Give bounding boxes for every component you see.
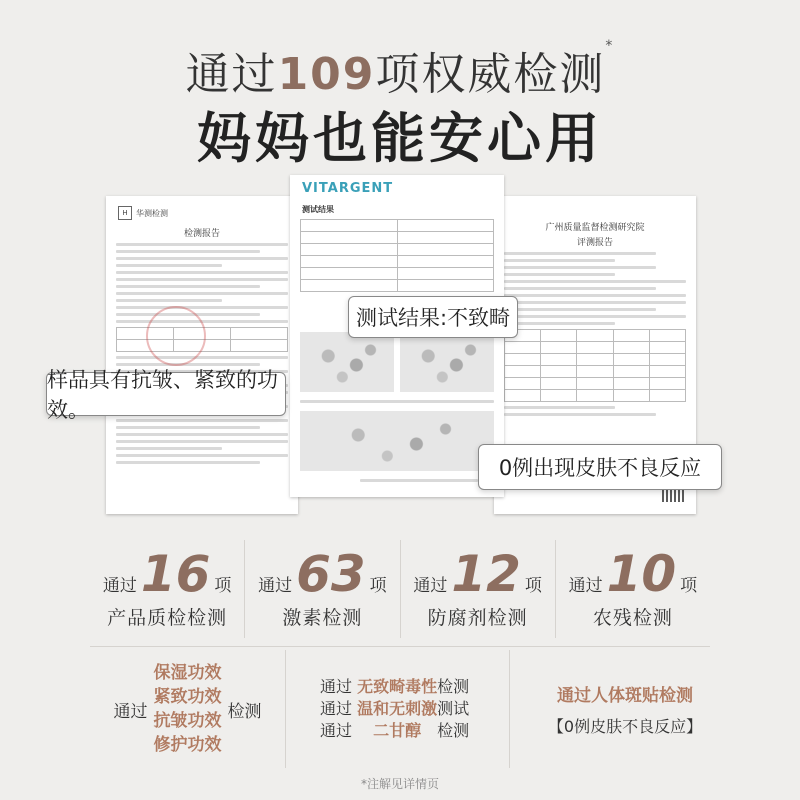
report-right-title: 评测报告 [576, 238, 613, 248]
stat-prefix: 通过 [102, 575, 137, 596]
stat-prefix: 通过 [258, 575, 293, 596]
stat-pesticide [556, 540, 710, 638]
embryo-photo [300, 332, 394, 392]
report-left-brand [118, 206, 298, 220]
callout-zero-adverse: 0例出现皮肤不良反应 [478, 444, 722, 490]
report-center-table [300, 219, 494, 292]
stat-hormone [245, 540, 400, 638]
embryo-photo [300, 411, 494, 471]
embryo-photos [300, 411, 494, 471]
stat-number: 16 [140, 544, 211, 603]
footnote: *注解见详情页 [360, 777, 439, 791]
safety-highlight: 无致畸毒性 [357, 677, 438, 696]
stat-desc: 激素检测 [282, 606, 363, 629]
safety-row [320, 676, 469, 698]
efficacy-prefix: 通过 [113, 701, 148, 722]
headline-footnote-mark: * [605, 38, 615, 54]
embryo-photos [300, 332, 494, 392]
efficacy-suffix: 检测 [227, 701, 262, 722]
seal-stamp-icon [146, 306, 206, 366]
stat-number: 12 [451, 544, 521, 603]
efficacy-item: 保湿功效 [153, 663, 222, 683]
callout-anti-wrinkle: 样品具有抗皱、紧致的功效。 [46, 372, 286, 416]
safety-prefix: 通过 [320, 721, 353, 740]
report-center-section: 测试结果 [302, 205, 334, 214]
report-center-brand [302, 181, 504, 196]
headline-number: 109 [277, 49, 376, 100]
stat-preservative [401, 540, 556, 638]
callout-no-teratogenicity: 测试结果:不致畸 [348, 296, 518, 338]
safety-highlight: 二甘醇 [373, 721, 422, 740]
efficacy-list [154, 661, 222, 757]
report-left-title: 检测报告 [183, 229, 220, 239]
patch-test-result: 【0例皮肤不良反应】 [547, 717, 703, 736]
efficacy-item: 抗皱功效 [153, 711, 222, 731]
panel-efficacy [90, 650, 286, 768]
stat-desc: 防腐剂检测 [427, 606, 528, 629]
safety-row [320, 698, 469, 720]
safety-prefix: 通过 [320, 699, 353, 718]
safety-row [320, 720, 469, 742]
panel-safety [286, 650, 510, 768]
safety-highlight: 温和无刺激 [357, 699, 438, 718]
stat-prefix: 通过 [568, 575, 603, 596]
panel-patch-test [510, 650, 740, 768]
stats-row [90, 540, 710, 638]
patch-test-title: 通过人体斑贴检测 [557, 686, 693, 706]
safety-prefix: 通过 [320, 677, 353, 696]
cti-logo-icon: H [118, 206, 132, 220]
report-right-org: 广州质量监督检测研究院 [545, 223, 645, 233]
headline-primary [0, 38, 800, 102]
vitargent-logo: VITARGENT [302, 181, 394, 196]
stat-quality [90, 540, 245, 638]
headline-suffix: 项权威检测 [375, 49, 606, 100]
stat-desc: 农残检测 [592, 606, 673, 629]
stat-desc: 产品质检检测 [107, 606, 228, 629]
headline-prefix: 通过 [185, 49, 278, 100]
stat-prefix: 通过 [413, 575, 448, 596]
efficacy-item: 修护功效 [153, 735, 222, 755]
report-document-left [106, 196, 298, 514]
embryo-photo [400, 332, 494, 392]
stat-unit: 项 [214, 575, 232, 596]
report-left-brand-name: 华测检测 [136, 208, 168, 218]
section-divider [90, 646, 710, 647]
safety-suffix: 检测 [437, 677, 470, 696]
report-right-table [504, 329, 686, 402]
stat-unit: 项 [680, 575, 698, 596]
safety-suffix: 测试 [437, 699, 470, 718]
stat-unit: 项 [524, 575, 542, 596]
safety-suffix: 检测 [437, 721, 470, 740]
stat-unit: 项 [369, 575, 387, 596]
stat-number: 63 [296, 544, 366, 603]
headline-secondary: 妈妈也能安心用 [197, 107, 603, 170]
efficacy-item: 紧致功效 [153, 687, 222, 707]
stat-number: 10 [606, 544, 677, 603]
